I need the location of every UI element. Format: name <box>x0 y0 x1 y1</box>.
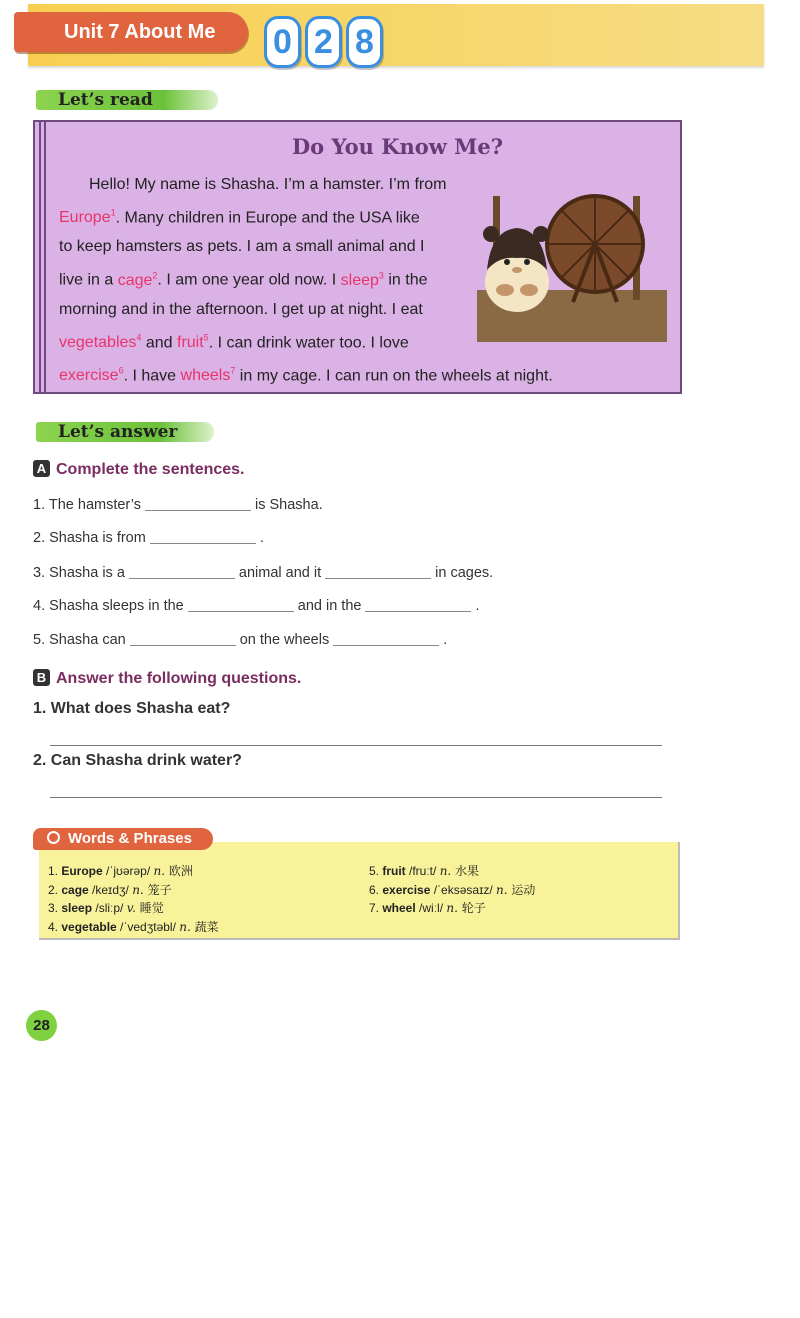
keyword: vegetables$^4$ <box>59 332 142 351</box>
keyword: wheels$^7$ <box>180 365 236 385</box>
sentence-text: . <box>443 632 448 648</box>
passage-text <box>59 170 669 390</box>
keyword: fruit$^5$ <box>177 332 209 351</box>
vocab-pos: v. <box>126 901 140 915</box>
sentence-text: 5. Shasha can <box>33 632 126 648</box>
keyword: Europe$^1$ <box>59 208 116 227</box>
keyword: cage$^2$ <box>117 270 158 289</box>
sentence-1 <box>33 496 323 513</box>
keyword-footnote: 2 <box>152 270 158 281</box>
fill-in-blank[interactable] <box>130 631 236 646</box>
passage-title: Do You Know Me? <box>291 134 504 159</box>
fill-in-blank[interactable] <box>145 496 251 511</box>
fill-in-blank[interactable] <box>188 597 294 612</box>
vocab-item <box>369 862 535 881</box>
keyword: sleep$^3$ <box>340 270 384 289</box>
vocab-number: 1. <box>48 864 62 878</box>
part-a-heading-text: Complete the sentences. <box>56 461 245 478</box>
part-b-heading-text: Answer the following questions. <box>56 670 302 687</box>
passage-text-run: in the <box>383 271 428 289</box>
vocab-word: wheel <box>382 901 416 915</box>
box-stripe <box>44 122 46 392</box>
vocab-item <box>369 881 535 900</box>
unit-number <box>264 16 383 68</box>
passage-line <box>59 295 669 324</box>
vocab-ipa: /sliːp/ <box>92 901 127 915</box>
sentence-text: 2. Shasha is from <box>33 530 146 546</box>
vocab-item <box>369 899 535 918</box>
vocab-word: sleep <box>61 901 93 915</box>
fill-in-blank[interactable] <box>333 631 439 646</box>
vocab-number: 2. <box>48 882 62 897</box>
unit-title: Unit 7 About Me <box>14 12 248 52</box>
vocab-pos: n. <box>446 901 462 915</box>
sentence-3 <box>33 564 493 581</box>
vocab-item <box>48 899 219 918</box>
passage-text-run: . Many children in Europe and the USA like <box>115 209 420 227</box>
words-left-column <box>48 862 219 936</box>
sentence-text: . <box>259 530 264 546</box>
unit-number-digit: 8 <box>346 16 383 68</box>
keyword-footnote: 5 <box>203 332 209 343</box>
vocab-number: 3. <box>48 901 62 915</box>
keyword-footnote: 7 <box>230 365 236 376</box>
vocab-ipa: /ˈvedʒtəbl/ <box>116 919 180 934</box>
sentence-4 <box>33 597 479 614</box>
vocab-pos: n. <box>179 919 195 934</box>
words-phrases-tab <box>33 828 213 850</box>
lets-answer-banner: Let’s answer <box>36 422 214 442</box>
vocab-item <box>48 881 219 900</box>
vocab-translation: 欧洲 <box>168 864 193 878</box>
vocab-number: 5. <box>369 864 383 878</box>
words-right-column <box>369 862 535 918</box>
vocab-translation: 笼子 <box>147 882 172 897</box>
sentence-text: 4. Shasha sleeps in the <box>33 598 184 614</box>
vocab-translation: 轮子 <box>461 901 486 915</box>
sentence-text: on the wheels <box>239 632 330 648</box>
fill-in-blank[interactable] <box>129 564 235 579</box>
unit-number-digit: 0 <box>264 16 301 68</box>
vocab-ipa: /wiːl/ <box>415 901 447 915</box>
sentence-text: is Shasha. <box>255 497 323 513</box>
passage-text-run: morning and in the afternoon. I get up at night. I eat <box>59 300 423 318</box>
vocab-word: Europe <box>61 864 103 878</box>
vocab-item <box>48 862 219 881</box>
question-2: 2. Can Shasha drink water? <box>33 752 242 769</box>
vocab-translation: 睡觉 <box>139 901 164 915</box>
passage-text-run: in my cage. I can run on the wheels at night. <box>235 367 553 385</box>
passage-line <box>59 357 669 390</box>
vocab-translation: 蔬菜 <box>194 919 219 934</box>
vocab-pos: n. <box>153 864 169 878</box>
reading-passage-box <box>33 120 682 394</box>
passage-text-run: . I am one year old now. I <box>157 271 341 289</box>
passage-line <box>59 170 669 199</box>
passage-text-run: . I can drink water too. I love <box>208 333 409 351</box>
sentence-5 <box>33 631 447 648</box>
vocab-ipa: /fruːt/ <box>405 864 440 878</box>
passage-line <box>59 261 669 294</box>
vocab-word: fruit <box>382 864 406 878</box>
keyword: exercise$^6$ <box>59 365 124 385</box>
keyword-footnote: 6 <box>118 365 124 376</box>
sentence-text: in cages. <box>435 565 494 581</box>
vocab-translation: 运动 <box>511 882 536 897</box>
page-number: 28 <box>26 1010 57 1041</box>
vocab-number: 7. <box>369 901 383 915</box>
vocab-ipa: /ˈjʊərəp/ <box>102 864 154 878</box>
fill-in-blank[interactable] <box>150 529 256 544</box>
sentence-text: . <box>475 598 480 614</box>
question-1: 1. What does Shasha eat? <box>33 700 231 717</box>
keyword-footnote: 4 <box>136 332 142 343</box>
fill-in-blank[interactable] <box>325 564 431 579</box>
vocab-ipa: /ˈeksəsaɪz/ <box>430 882 497 897</box>
passage-text-run: and <box>141 333 177 351</box>
passage-line <box>59 324 669 357</box>
part-b-heading <box>33 669 301 688</box>
keyword-footnote: 3 <box>378 270 384 281</box>
vocab-pos: n. <box>496 882 512 897</box>
lets-read-banner: Let’s read <box>36 90 218 110</box>
answer-line-2[interactable] <box>50 797 662 798</box>
vocab-pos: n. <box>439 864 456 878</box>
vocab-word: cage <box>61 882 89 897</box>
vocab-number: 4. <box>48 919 62 934</box>
part-a-badge: A <box>33 460 50 477</box>
box-stripe <box>39 122 41 392</box>
vocab-translation: 水果 <box>455 864 480 878</box>
vocab-pos: n. <box>132 882 148 897</box>
part-b-badge: B <box>33 669 50 686</box>
passage-text-run: Hello! My name is Shasha. I’m a hamster. I’m from <box>89 176 447 193</box>
passage-line <box>59 232 669 261</box>
vocab-word: exercise <box>382 882 431 897</box>
passage-line <box>59 199 669 232</box>
circle-icon <box>47 831 60 844</box>
passage-text-run: live in a <box>59 271 118 289</box>
vocab-ipa: /keɪdʒ/ <box>88 882 133 897</box>
answer-line-1[interactable] <box>50 745 662 746</box>
unit-number-digit: 2 <box>305 16 342 68</box>
sentence-text: and in the <box>297 598 362 614</box>
sentence-2 <box>33 529 264 546</box>
part-a-heading <box>33 460 245 479</box>
vocab-number: 6. <box>369 882 383 897</box>
vocab-item <box>48 918 219 937</box>
vocab-word: vegetable <box>61 919 117 934</box>
fill-in-blank[interactable] <box>365 597 471 612</box>
passage-text-run: . I have <box>123 367 181 385</box>
keyword-footnote: 1 <box>110 208 116 218</box>
words-phrases-title: Words & Phrases <box>68 830 192 847</box>
sentence-text: animal and it <box>238 565 322 581</box>
sentence-text: 3. Shasha is a <box>33 565 125 581</box>
passage-text-run: to keep hamsters as pets. I am a small animal and I <box>59 238 425 256</box>
sentence-text: 1. The hamster’s <box>33 497 141 513</box>
